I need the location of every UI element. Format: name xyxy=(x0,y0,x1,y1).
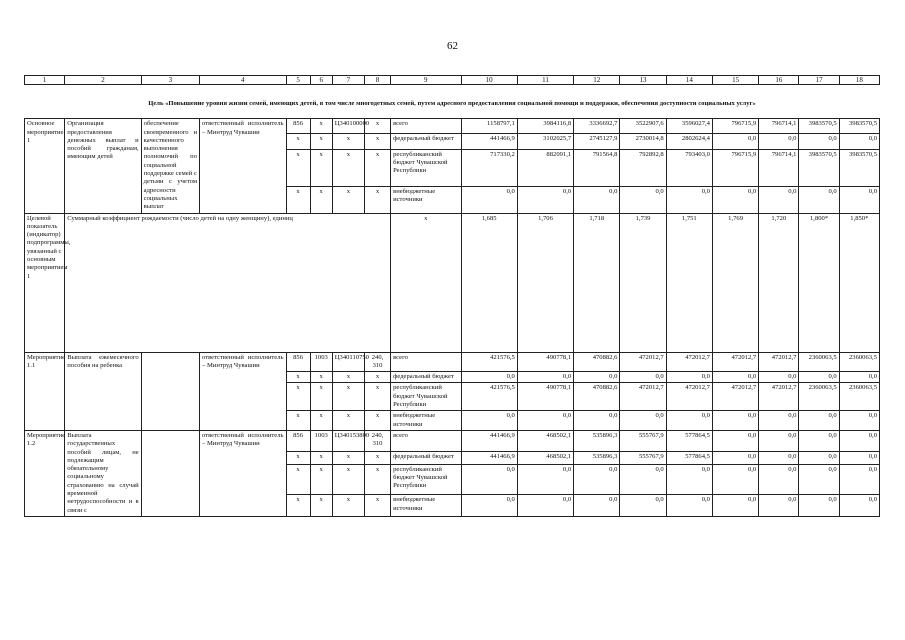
funding-source: всего xyxy=(391,119,461,134)
expense-type-code: x xyxy=(364,149,390,187)
amount-value: 2360063,5 xyxy=(839,383,879,411)
amount-value: 0,0 xyxy=(799,452,839,464)
column-number: 17 xyxy=(799,76,839,85)
expense-type-code: 240, 310 xyxy=(364,430,390,451)
amount-value: 0,0 xyxy=(620,187,666,213)
amount-value: 0,0 xyxy=(839,187,879,213)
amount-value: 472012,7 xyxy=(712,383,758,411)
program-table xyxy=(24,75,880,517)
amount-value: 472012,7 xyxy=(620,352,666,372)
target-item-code: x xyxy=(332,452,364,464)
measure-status: Мероприятие 1.2 xyxy=(25,430,65,516)
amount-value: 470882,6 xyxy=(574,352,620,372)
amount-value: 0,0 xyxy=(666,187,712,213)
amount-value: 0,0 xyxy=(712,464,758,495)
measure-goal-link xyxy=(141,430,199,516)
amount-value: 0,0 xyxy=(461,187,517,213)
measure-executor: ответственный исполнитель – Минтруд Чувашии xyxy=(200,119,287,213)
section-code: x xyxy=(310,187,332,213)
page-number: 62 xyxy=(447,40,458,52)
amount-value: 0,0 xyxy=(799,430,839,451)
expense-type-code: 240, 310 xyxy=(364,352,390,372)
funding-source: федеральный бюджет xyxy=(391,134,461,149)
table-row xyxy=(25,352,880,372)
amount-value: 3983570,5 xyxy=(799,149,839,187)
grbs-code: 856 xyxy=(286,119,310,134)
amount-value: 3984116,8 xyxy=(517,119,573,134)
amount-value: 0,0 xyxy=(461,372,517,383)
target-item-code: Ц340100000 xyxy=(332,119,364,134)
column-number: 5 xyxy=(286,76,310,85)
column-number: 1 xyxy=(25,76,65,85)
amount-value: 0,0 xyxy=(759,452,799,464)
grbs-code: x xyxy=(286,149,310,187)
amount-value: 0,0 xyxy=(712,430,758,451)
amount-value: 0,0 xyxy=(574,464,620,495)
amount-value: 490778,1 xyxy=(517,352,573,372)
indicator-value: 1,718 xyxy=(574,213,620,352)
indicator-source: x xyxy=(391,213,461,352)
table-row xyxy=(25,119,880,134)
amount-value: 0,0 xyxy=(799,464,839,495)
goal-row xyxy=(25,85,880,119)
amount-value: 472012,7 xyxy=(666,352,712,372)
amount-value: 0,0 xyxy=(839,464,879,495)
indicator-row xyxy=(25,213,880,352)
amount-value: 0,0 xyxy=(799,372,839,383)
target-item-code: x xyxy=(332,495,364,517)
amount-value: 0,0 xyxy=(620,372,666,383)
amount-value: 0,0 xyxy=(517,495,573,517)
amount-value: 0,0 xyxy=(799,411,839,431)
amount-value: 555767,9 xyxy=(620,430,666,451)
funding-source: федеральный бюджет xyxy=(391,452,461,464)
target-item-code: x xyxy=(332,464,364,495)
amount-value: 0,0 xyxy=(461,495,517,517)
amount-value: 0,0 xyxy=(461,411,517,431)
amount-value: 0,0 xyxy=(574,411,620,431)
amount-value: 441466,9 xyxy=(461,452,517,464)
amount-value: 792892,8 xyxy=(620,149,666,187)
column-number: 13 xyxy=(620,76,666,85)
funding-source: внебюджетные источники xyxy=(391,187,461,213)
amount-value: 468502,1 xyxy=(517,452,573,464)
amount-value: 0,0 xyxy=(759,187,799,213)
amount-value: 0,0 xyxy=(759,430,799,451)
goal-title: Цель «Повышение уровня жизни семей, имеющих детей, в том числе многодетных семей, путем адресного предоставления социальной помощи и поддержки, обеспечения доступности социальных услуг» xyxy=(25,85,880,119)
amount-value: 0,0 xyxy=(799,134,839,149)
grbs-code: x xyxy=(286,134,310,149)
measure-goal-link xyxy=(141,352,199,430)
amount-value: 0,0 xyxy=(574,187,620,213)
target-item-code: Ц340153800 xyxy=(332,430,364,451)
funding-source: республиканский бюджет Чувашской Республики xyxy=(391,464,461,495)
funding-source: федеральный бюджет xyxy=(391,372,461,383)
amount-value: 0,0 xyxy=(799,187,839,213)
amount-value: 3102025,7 xyxy=(517,134,573,149)
amount-value: 472012,7 xyxy=(620,383,666,411)
amount-value: 472012,7 xyxy=(712,352,758,372)
target-item-code: x xyxy=(332,149,364,187)
amount-value: 3596027,4 xyxy=(666,119,712,134)
column-number: 7 xyxy=(332,76,364,85)
amount-value: 0,0 xyxy=(620,464,666,495)
expense-type-code: x xyxy=(364,383,390,411)
section-code: x xyxy=(310,452,332,464)
amount-value: 0,0 xyxy=(517,372,573,383)
column-number: 14 xyxy=(666,76,712,85)
funding-source: республиканский бюджет Чувашской Республики xyxy=(391,149,461,187)
amount-value: 577864,5 xyxy=(666,452,712,464)
amount-value: 0,0 xyxy=(712,411,758,431)
column-number: 3 xyxy=(141,76,199,85)
indicator-value: 1,800* xyxy=(799,213,839,352)
column-number: 15 xyxy=(712,76,758,85)
funding-source: республиканский бюджет Чувашской Республики xyxy=(391,383,461,411)
amount-value: 0,0 xyxy=(574,372,620,383)
expense-type-code: x xyxy=(364,187,390,213)
column-number: 4 xyxy=(200,76,287,85)
expense-type-code: x xyxy=(364,452,390,464)
table-row xyxy=(25,430,880,451)
expense-type-code: x xyxy=(364,134,390,149)
amount-value: 0,0 xyxy=(517,464,573,495)
indicator-value: 1,769 xyxy=(712,213,758,352)
amount-value: 717330,2 xyxy=(461,149,517,187)
amount-value: 535896,3 xyxy=(574,430,620,451)
amount-value: 421576,5 xyxy=(461,352,517,372)
indicator-value: 1,739 xyxy=(620,213,666,352)
amount-value: 882091,1 xyxy=(517,149,573,187)
section-code: 1003 xyxy=(310,352,332,372)
column-number: 11 xyxy=(517,76,573,85)
amount-value: 0,0 xyxy=(666,495,712,517)
section-code: x xyxy=(310,464,332,495)
amount-value: 2730014,8 xyxy=(620,134,666,149)
amount-value: 0,0 xyxy=(839,411,879,431)
amount-value: 472012,7 xyxy=(666,383,712,411)
amount-value: 472012,7 xyxy=(759,352,799,372)
funding-source: внебюджетные источники xyxy=(391,411,461,431)
measure-executor: ответственный исполнитель – Минтруд Чувашии xyxy=(200,352,287,430)
measure-executor: ответственный исполнитель – Минтруд Чувашии xyxy=(200,430,287,516)
amount-value: 0,0 xyxy=(759,495,799,517)
column-number-row xyxy=(25,76,880,85)
target-item-code: x xyxy=(332,411,364,431)
section-code: x xyxy=(310,495,332,517)
amount-value: 2360063,5 xyxy=(839,352,879,372)
grbs-code: x xyxy=(286,411,310,431)
indicator-value: 1,850* xyxy=(839,213,879,352)
grbs-code: x xyxy=(286,372,310,383)
measure-status: Основное мероприятие 1 xyxy=(25,119,65,213)
amount-value: 796715,9 xyxy=(712,149,758,187)
grbs-code: x xyxy=(286,383,310,411)
amount-value: 2360063,5 xyxy=(799,383,839,411)
grbs-code: x xyxy=(286,495,310,517)
amount-value: 1158797,1 xyxy=(461,119,517,134)
amount-value: 3983570,5 xyxy=(799,119,839,134)
section-code: x xyxy=(310,119,332,134)
measure-name: Выплата ежемесячного пособия на ребенка xyxy=(65,352,141,430)
amount-value: 3983570,5 xyxy=(839,119,879,134)
target-item-code: x xyxy=(332,134,364,149)
measure-status: Мероприятие 1.1 xyxy=(25,352,65,430)
funding-source: внебюджетные источники xyxy=(391,495,461,517)
amount-value: 0,0 xyxy=(666,464,712,495)
amount-value: 0,0 xyxy=(759,464,799,495)
amount-value: 0,0 xyxy=(839,134,879,149)
section-code: x xyxy=(310,383,332,411)
expense-type-code: x xyxy=(364,495,390,517)
amount-value: 0,0 xyxy=(712,134,758,149)
column-number: 16 xyxy=(759,76,799,85)
amount-value: 0,0 xyxy=(839,430,879,451)
amount-value: 0,0 xyxy=(666,372,712,383)
amount-value: 3522907,6 xyxy=(620,119,666,134)
grbs-code: x xyxy=(286,187,310,213)
amount-value: 0,0 xyxy=(620,495,666,517)
amount-value: 0,0 xyxy=(712,187,758,213)
indicator-value: 1,751 xyxy=(666,213,712,352)
indicator-text: Суммарный коэффициент рождаемости (число детей на одну женщину), единиц xyxy=(65,213,391,352)
expense-type-code: x xyxy=(364,411,390,431)
indicator-value: 1,685 xyxy=(461,213,517,352)
amount-value: 0,0 xyxy=(712,495,758,517)
expense-type-code: x xyxy=(364,119,390,134)
indicator-status: Целевой показатель (индикатор) подпрограммы, увязанный с основным мероприятием 1 xyxy=(25,213,65,352)
amount-value: 0,0 xyxy=(759,134,799,149)
amount-value: 421576,5 xyxy=(461,383,517,411)
amount-value: 796714,1 xyxy=(759,149,799,187)
column-number: 9 xyxy=(391,76,461,85)
amount-value: 0,0 xyxy=(799,495,839,517)
amount-value: 3336692,7 xyxy=(574,119,620,134)
column-number: 2 xyxy=(65,76,141,85)
grbs-code: x xyxy=(286,464,310,495)
amount-value: 3983570,5 xyxy=(839,149,879,187)
indicator-value: 1,720 xyxy=(759,213,799,352)
amount-value: 0,0 xyxy=(759,411,799,431)
measure-name: Выплата государственных пособий лицам, не подлежащим обязательному социальному страхованию на случай временной нетрудоспособности и в связи с xyxy=(65,430,141,516)
amount-value: 468502,1 xyxy=(517,430,573,451)
amount-value: 577864,5 xyxy=(666,430,712,451)
amount-value: 0,0 xyxy=(574,495,620,517)
expense-type-code: x xyxy=(364,464,390,495)
column-number: 6 xyxy=(310,76,332,85)
target-item-code: x xyxy=(332,372,364,383)
amount-value: 0,0 xyxy=(620,411,666,431)
amount-value: 796715,9 xyxy=(712,119,758,134)
measure-goal-link: обеспечение своевременного и качественного выполнения полномочий по социальной поддержке семей с детьми с учетом адресности социальных выплат xyxy=(141,119,199,213)
amount-value: 796714,1 xyxy=(759,119,799,134)
amount-value: 0,0 xyxy=(712,452,758,464)
column-number: 8 xyxy=(364,76,390,85)
grbs-code: x xyxy=(286,452,310,464)
target-item-code: x xyxy=(332,383,364,411)
indicator-value: 1,706 xyxy=(517,213,573,352)
column-number: 18 xyxy=(839,76,879,85)
amount-value: 441466,9 xyxy=(461,134,517,149)
measure-name: Организация предоставления денежных выплат и пособий гражданам, имеющим детей xyxy=(65,119,141,213)
amount-value: 490778,1 xyxy=(517,383,573,411)
amount-value: 535896,3 xyxy=(574,452,620,464)
target-item-code: Ц340110750 xyxy=(332,352,364,372)
target-item-code: x xyxy=(332,187,364,213)
column-number: 10 xyxy=(461,76,517,85)
column-number: 12 xyxy=(574,76,620,85)
amount-value: 791564,8 xyxy=(574,149,620,187)
amount-value: 0,0 xyxy=(517,411,573,431)
amount-value: 0,0 xyxy=(461,464,517,495)
funding-source: всего xyxy=(391,430,461,451)
section-code: x xyxy=(310,372,332,383)
funding-source: всего xyxy=(391,352,461,372)
grbs-code: 856 xyxy=(286,352,310,372)
amount-value: 0,0 xyxy=(839,495,879,517)
amount-value: 0,0 xyxy=(517,187,573,213)
section-code: x xyxy=(310,149,332,187)
amount-value: 0,0 xyxy=(759,372,799,383)
section-code: 1003 xyxy=(310,430,332,451)
amount-value: 2802624,4 xyxy=(666,134,712,149)
grbs-code: 856 xyxy=(286,430,310,451)
amount-value: 2745127,9 xyxy=(574,134,620,149)
amount-value: 793403,0 xyxy=(666,149,712,187)
expense-type-code: x xyxy=(364,372,390,383)
amount-value: 0,0 xyxy=(712,372,758,383)
amount-value: 0,0 xyxy=(839,452,879,464)
amount-value: 555767,9 xyxy=(620,452,666,464)
amount-value: 441466,9 xyxy=(461,430,517,451)
section-code: x xyxy=(310,411,332,431)
amount-value: 2360063,5 xyxy=(799,352,839,372)
amount-value: 470882,6 xyxy=(574,383,620,411)
amount-value: 0,0 xyxy=(839,372,879,383)
amount-value: 0,0 xyxy=(666,411,712,431)
section-code: x xyxy=(310,134,332,149)
amount-value: 472012,7 xyxy=(759,383,799,411)
